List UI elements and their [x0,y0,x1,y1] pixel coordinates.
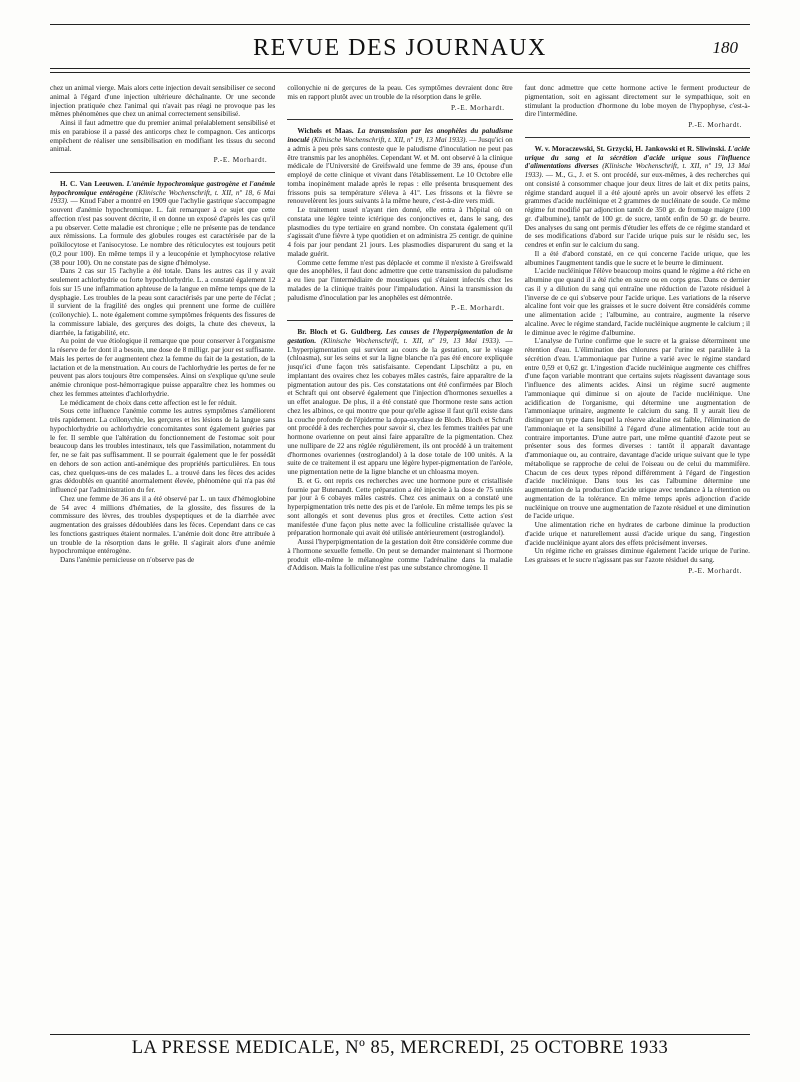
header-rule-double [50,72,750,73]
paragraph: Le traitement usuel n'ayant rien donné, elle entra à l'hôpital où on constata une légère teinte ictérique des conjonctives et, dans le sang, des plasmodies du type tertiaire en grand nombre. On constata également qu'il s'agissait d'une fièvre à type quotidien et on administra 25 centigr. de quinine 4 fois par jour pendant 21 jours. Les plasmodies disparurent du sang et la malade guérit. [287,206,513,258]
paragraph: L'acide nucléinique l'élève beaucoup moins quand le régime a été riche en albumine que quand il a été riche en sucre ou en corps gras. Dans ce dernier cas il y a dilution du sang qui entraîne une réduction de l'azote résiduel à l'inverse de ce qui s'observe pour l'acide urique. Les variations de la réserve alcaline font voir que les graisses et le sucre doivent être considérés comme une alimentation acide ; l'albumine, au contraire, augmente la réserve alcaline. Avec le régime standard, l'acide nucléinique augmente le calcium ; il le diminue avec le régime d'albumine. [524,267,750,337]
column-middle [287,84,512,1032]
paragraph: Un régime riche en graisses diminue également l'acide urique de l'urine. Les graisses et le sucre n'agissant pas sur l'azote résiduel du sang. [524,547,750,564]
column-right [525,84,750,1032]
footer-rule [50,1034,750,1035]
continued-paragraph: chez un animal vierge. Mais alors cette injection devait sensibiliser ce second animal à l'égard d'une injection ultérieure déchaînante. Or une seconde injection pratiquée chez l'animal qui n'avait pas réagi ne provoque pas les mêmes phénomènes que chez un animal correctement sensibilisé. [50,84,276,119]
continued-paragraph: faut donc admettre que cette hormone active le ferment producteur de pigmentation, soit en agissant directement sur le sympathique, soit en stimulant la production d'hormone du lobe moyen de l'hypophyse, c'est-à-dire l'intermédine. [524,84,750,119]
paragraph: L'analyse de l'urine confirme que le sucre et la graisse déterminent une rétention d'eau. L'élimination des chlorures par l'urine est parallèle à la sécrétion d'eau. L'ammoniaque par l'urine a varié avec le régime standard entre 0,59 et 0,62 gr. L'ingestion d'acide nucléinique augmente ces chiffres d'une façon variable montrant que certains sujets réagissent davantage sous l'influence des aliments acides. Ainsi un régime sucré augmente l'ammoniaque qui diminue si on ajoute de l'acide nucléinique. Une acidification de l'organisme, qui détermine une augmentation de l'ammoniaque urinaire, augmente le calcium du sang. Il y aurait lieu de distinguer un type dans lequel la réserve alcaline est faible, l'élimination de l'ammoniaque et la sensibilité à l'égard d'une alimentation acide tout au contraire importantes. D'une autre part, une même quantité d'azote peut se présenter sous des formes diverses : tantôt il apparaît davantage d'ammoniaque ou, au contraire, davantage d'acide urique suivant que le type métabolique se rapproche de celui de l'oiseau ou de celui du mammifère. Chacun de ces deux types répond différemment à l'égard de l'ingestion d'acide nucléinique. Dans tous les cas l'albumine détermine une augmentation de la production d'acide urique avec tendance à la rétention ou augmentation de la tolérance. En même temps après adjonction d'acide nucléinique on trouve une augmentation de l'azote résiduel et une diminution de l'acide urique. [524,337,750,521]
article-signature: P.-E. Morhardt. [450,103,505,112]
article-body-text: — Knud Faber a montré en 1909 que l'achylie gastrique s'accompagne souvent d'anémie hypochromique. L. fait remarquer à ce sujet que cette affection n'est pas souvent décrite, il en donne un exposé d'après les cas qu'il a pu observer. Cette maladie est chronique ; elle ne présente pas de tendance aux rémissions. La formule des globules rouges est caractérisée par de la poïkilocytose et l'anisocytose. Le nombre des réticulocytes est toujours petit (0,2 pour 100). En même temps il y a leucopénie et lymphocytose relative (38 pour 100). On ne constate pas de signe d'hémolyse. [50,197,276,267]
article-divider [50,172,275,173]
page-footer: LA PRESSE MEDICALE, Nº 85, MERCREDI, 25 OCTOBRE 1933 [131,1038,669,1058]
article-author: Wichels et Maas. [297,127,354,136]
article-signature: P.-E. Morhardt. [450,304,505,313]
paragraph: Il a été d'abord constaté, en ce qui concerne l'acide urique, que les albumines l'augmentent tandis que le sucre et le beurre le diminuent. [524,249,750,267]
column-left [50,84,275,1032]
article-source: (Klinische Wochenschrift, t. XII, nº 19, 13 Mai 1933). [311,136,468,144]
paragraph: Comme cette femme n'est pas déplacée et comme il n'existe à Greifswald que des anophèles, il faut donc admettre que cette transmission du paludisme a eu lieu par l'intermédiaire de moustiques qui s'étaient infectés chez les malades de la clinique traités pour l'impaludation. Ainsi la transmission du paludisme d'inoculation par les anophèles est démontrée. [287,258,513,302]
text-columns [50,84,750,1032]
paragraph: B. et G. ont repris ces recherches avec une hormone pure et cristallisée fournie par Butenandt. Cette préparation a été injectée à la dose de 75 unités par jour à 6 cobayes mâles castrés. Chez ces animaux on a constaté une hyperpigmentation très nette des pis et de l'aréole. En même temps les pis se sont allongés et sont devenus plus gros et érectiles. Cette action s'est manifestée d'une façon plus nette avec la folliculine cristallisée qu'avec la préparation hormonale qui avait été utilisée antérieurement (œstroglandol). [287,476,513,538]
paragraph: Le médicament de choix dans cette affection est le fer réduit. [60,398,237,407]
article-divider [525,137,750,138]
paragraph: Au point de vue étiologique il remarque que pour conserver à l'organisme la réserve de fer dont il a besoin, une dose de 8 milligr. par jour est suffisante. Mais les pertes de fer augmentent chez la femme du fait de la gestation, de la lactation et de la menstruation. Au cours de l'achlorhydrie les pertes de fer ne peuvent pas alors toujours être compensées. Ainsi on s'explique qu'une seule anémie chronique post-hémorragique puisse apparaître chez les hommes ou chez les femmes atteintes d'achlorhydrie. [50,337,276,398]
paragraph: Chez une femme de 36 ans il a été observé par L. un taux d'hémoglobine de 54 avec 4 millions d'hématies, de la glossite, des fissures de la commissure des lèvres, des troubles dyspeptiques et de la diarrhée avec augmentation des graisses dédoublées dans les fèces. Cependant dans ce cas les fonctions gastriques étaient normales. L'anémie doit donc être attribuée à un trouble de la résorption dans le grêle. Il s'agirait alors d'une anémie hypochromique entérogène. [50,494,276,556]
article-signature: P.-E. Morhardt. [688,121,742,129]
article-source: (Klinische Wochenschrift, t. XII, nº 18, 6 Mai 1933). [50,188,276,206]
article-divider [287,320,512,321]
top-rule [50,24,750,25]
article-title: La transmission par les anophèles du paludisme inoculé [287,127,513,144]
article-source: (Klinische Wochenschrift, t. XII, nº 19, 13 Mai 1933). [321,336,501,345]
article-author: Br. Bloch et G. Guldberg. [297,328,383,336]
article-body-text: — L'hyperpigmentation qui survient au cours de la gestation, sur le visage (chloasma), sur les seins et sur la ligne blanche n'a pas été encore expliquée jusqu'ici d'une façon très satisfaisante. Cependant Lipschütz a pu, en implantant des ovaires chez les cobayes mâles castrés, faire apparaître de la pigmentation autour des pis. Ces constatations ont été confirmées par Bloch et Schraft qui ont observé également que l'injection d'hormones sexuelles a un effet analogue. De plus, il a été constaté que l'hormone reste sans action chez les albinos, ce qui montre que pour qu'elle agisse il faut qu'il existe dans la couche profonde de l'épiderme la dopa-oxydase de Bloch. Bloch et Schraft ont procédé à des recherches pour savoir si, chez les femmes traitées par une hormone ovarienne on peut ainsi faire apparaître de la pigmentation. Chez une nullipare de 22 ans réglée régulièrement, ils ont procédé à un traitement d'hormones ovariennes (œstroglandol) à la dose totale de 100 unités. A la suite de ce traitement il est apparu une légère hyper-pigmentation de l'aréole, une pigmentation nette de la ligne blanche et un chloasma moyen. [287,336,513,476]
page-title: REVUE DES JOURNAUX [253,35,547,61]
continued-paragraph: coïlonychie ni de gerçures de la peau. Ces symptômes devraient donc être mis en rapport plutôt avec un trouble de la résorption dans le grêle. [287,84,513,101]
paragraph: Dans l'anémie pernicieuse on n'observe pas de [60,556,195,564]
article-title: L'anémie hypochromique gastrogène et l'anémie hypochromique entérogène [50,179,276,197]
article-signature: P.-E. Morhardt. [688,566,742,575]
header-rule [50,68,750,69]
article-body-text: — Jusqu'ici on a admis à peu près sans conteste que le paludisme d'inoculation ne peut pas être transmis par les anophèles. Cependant W. et M. ont observé à la clinique médicale de l'Université de Greifswald une femme de 39 ans, épouse d'un employé de cette clinique et vivant dans l'établissement. Le 10 Octobre elle tomba inopinément malade après le repas : elle présenta brusquement des frissons puis sa température s'éleva à 41º. Les frissons et la fièvre se renouvelèrent les jours suivants à la même heure, c'est-à-dire vers midi. [287,136,513,206]
article-heading-paragraph [525,145,750,250]
article-body-text: — M., G., J. et S. ont procédé, sur eux-mêmes, à des recherches qui ont consisté à consommer chaque jour deux litres de lait et dix petits pains, régime standard auquel il a été ajouté après un avoir observé les effets 2 grammes d'acide nucléinique et 2 grammes de nucléinate de soude. Ce même régime fut modifié par adjonction tantôt de 350 gr. de fromage maigre (100 gr. d'albumine), tantôt de 100 gr. de sucre, tantôt enfin de 50 gr. de beurre. Des analyses du sang ont permis d'étudier les effets de ce régime standard et de ses modifications d'abord sur l'acide urique puis sur le résidu sec, les cendres et enfin sur le calcium du sang. [524,171,750,249]
article-title: L'acide urique du sang et la sécrétion d'acide urique sous l'influence d'alimentations diverses [524,144,750,171]
article-source: (Klinische Wochenschrift, t. XII, nº 19, 13 Mai 1933). [524,162,750,179]
paragraph: Ainsi il faut admettre que du premier animal préalablement sensibilisé et mis en parabiose il a passé des anticorps chez le compagnon. Ces anticorps empêchent de réaliser une sensibilisation en modifiant les tissus du second animal. [50,119,276,154]
article-heading-paragraph [50,180,275,268]
article-author: H. C. Van Leeuwen. [60,179,124,188]
article-author: W. v. Moraczewski, St. Grzycki, H. Jankowski et R. Sliwinski. [534,144,726,153]
article-divider [287,119,512,120]
article-title: Les causes de l'hyperpigmentation de la gestation. [287,328,513,345]
article-heading-paragraph [287,127,512,206]
paragraph: Aussi l'hyperpigmentation de la gestation doit être considérée comme due à l'hormone sexuelle femelle. On peut se demander maintenant si l'hormone produit elle-même le mélanogène comme l'adrénaline dans la maladie d'Addison. Mais la folliculine n'est pas une substance chromogène. Il [287,538,513,573]
paragraph: Sous cette influence l'anémie comme les autres symptômes s'améliorent très rapidement. La coïlonychie, les gerçures et les lésions de la langue sans hypochlorhydrie ou achlorhydrie concomitantes sont également guéries par le fer. Il semble que l'altération du fonctionnement de l'estomac soit pour beaucoup dans les troubles intestinaux, tels que l'assimilation, notamment du fer, ne se fait pas suffisamment. Il se pourrait également que le fer possédât en dehors de son action anti-anémique des propriétés particulières. En tous cas, chez quelques-uns de ces malades L. a trouvé dans les fèces des acides gras dédoublés en quantité anormalement élevée, phénomène qui n'a pas été influencé par l'administration du fer. [50,407,276,494]
article-heading-paragraph [287,328,512,477]
article-signature: P.-E. Morhardt. [213,156,268,164]
paragraph: Dans 2 cas sur 15 l'achylie a été totale. Dans les autres cas il y avait seulement achlorhydrie ou forte hypochlorhydrie. L. a constaté également 12 fois sur 15 une inflammation aphteuse de la langue en même temps que de la dysphagie. Les troubles de la peau sont caractérisés par une perte de l'éclat ; il survient de la fragilité des ongles qui prennent une forme de cuillère (coïlonychie). L. note également comme symptômes fréquents des fissures de la commissure labiale, des gerçures des doigts, la chute des cheveux, la diarrhée, la fatigabilité, etc. [50,267,276,337]
page-number: 180 [712,38,738,57]
paragraph: Une alimentation riche en hydrates de carbone diminue la production d'acide urique et naturellement aussi d'acide urique du sang, l'ingestion d'acide nucléinique ayant alors des effets précisément inverses. [524,521,750,547]
